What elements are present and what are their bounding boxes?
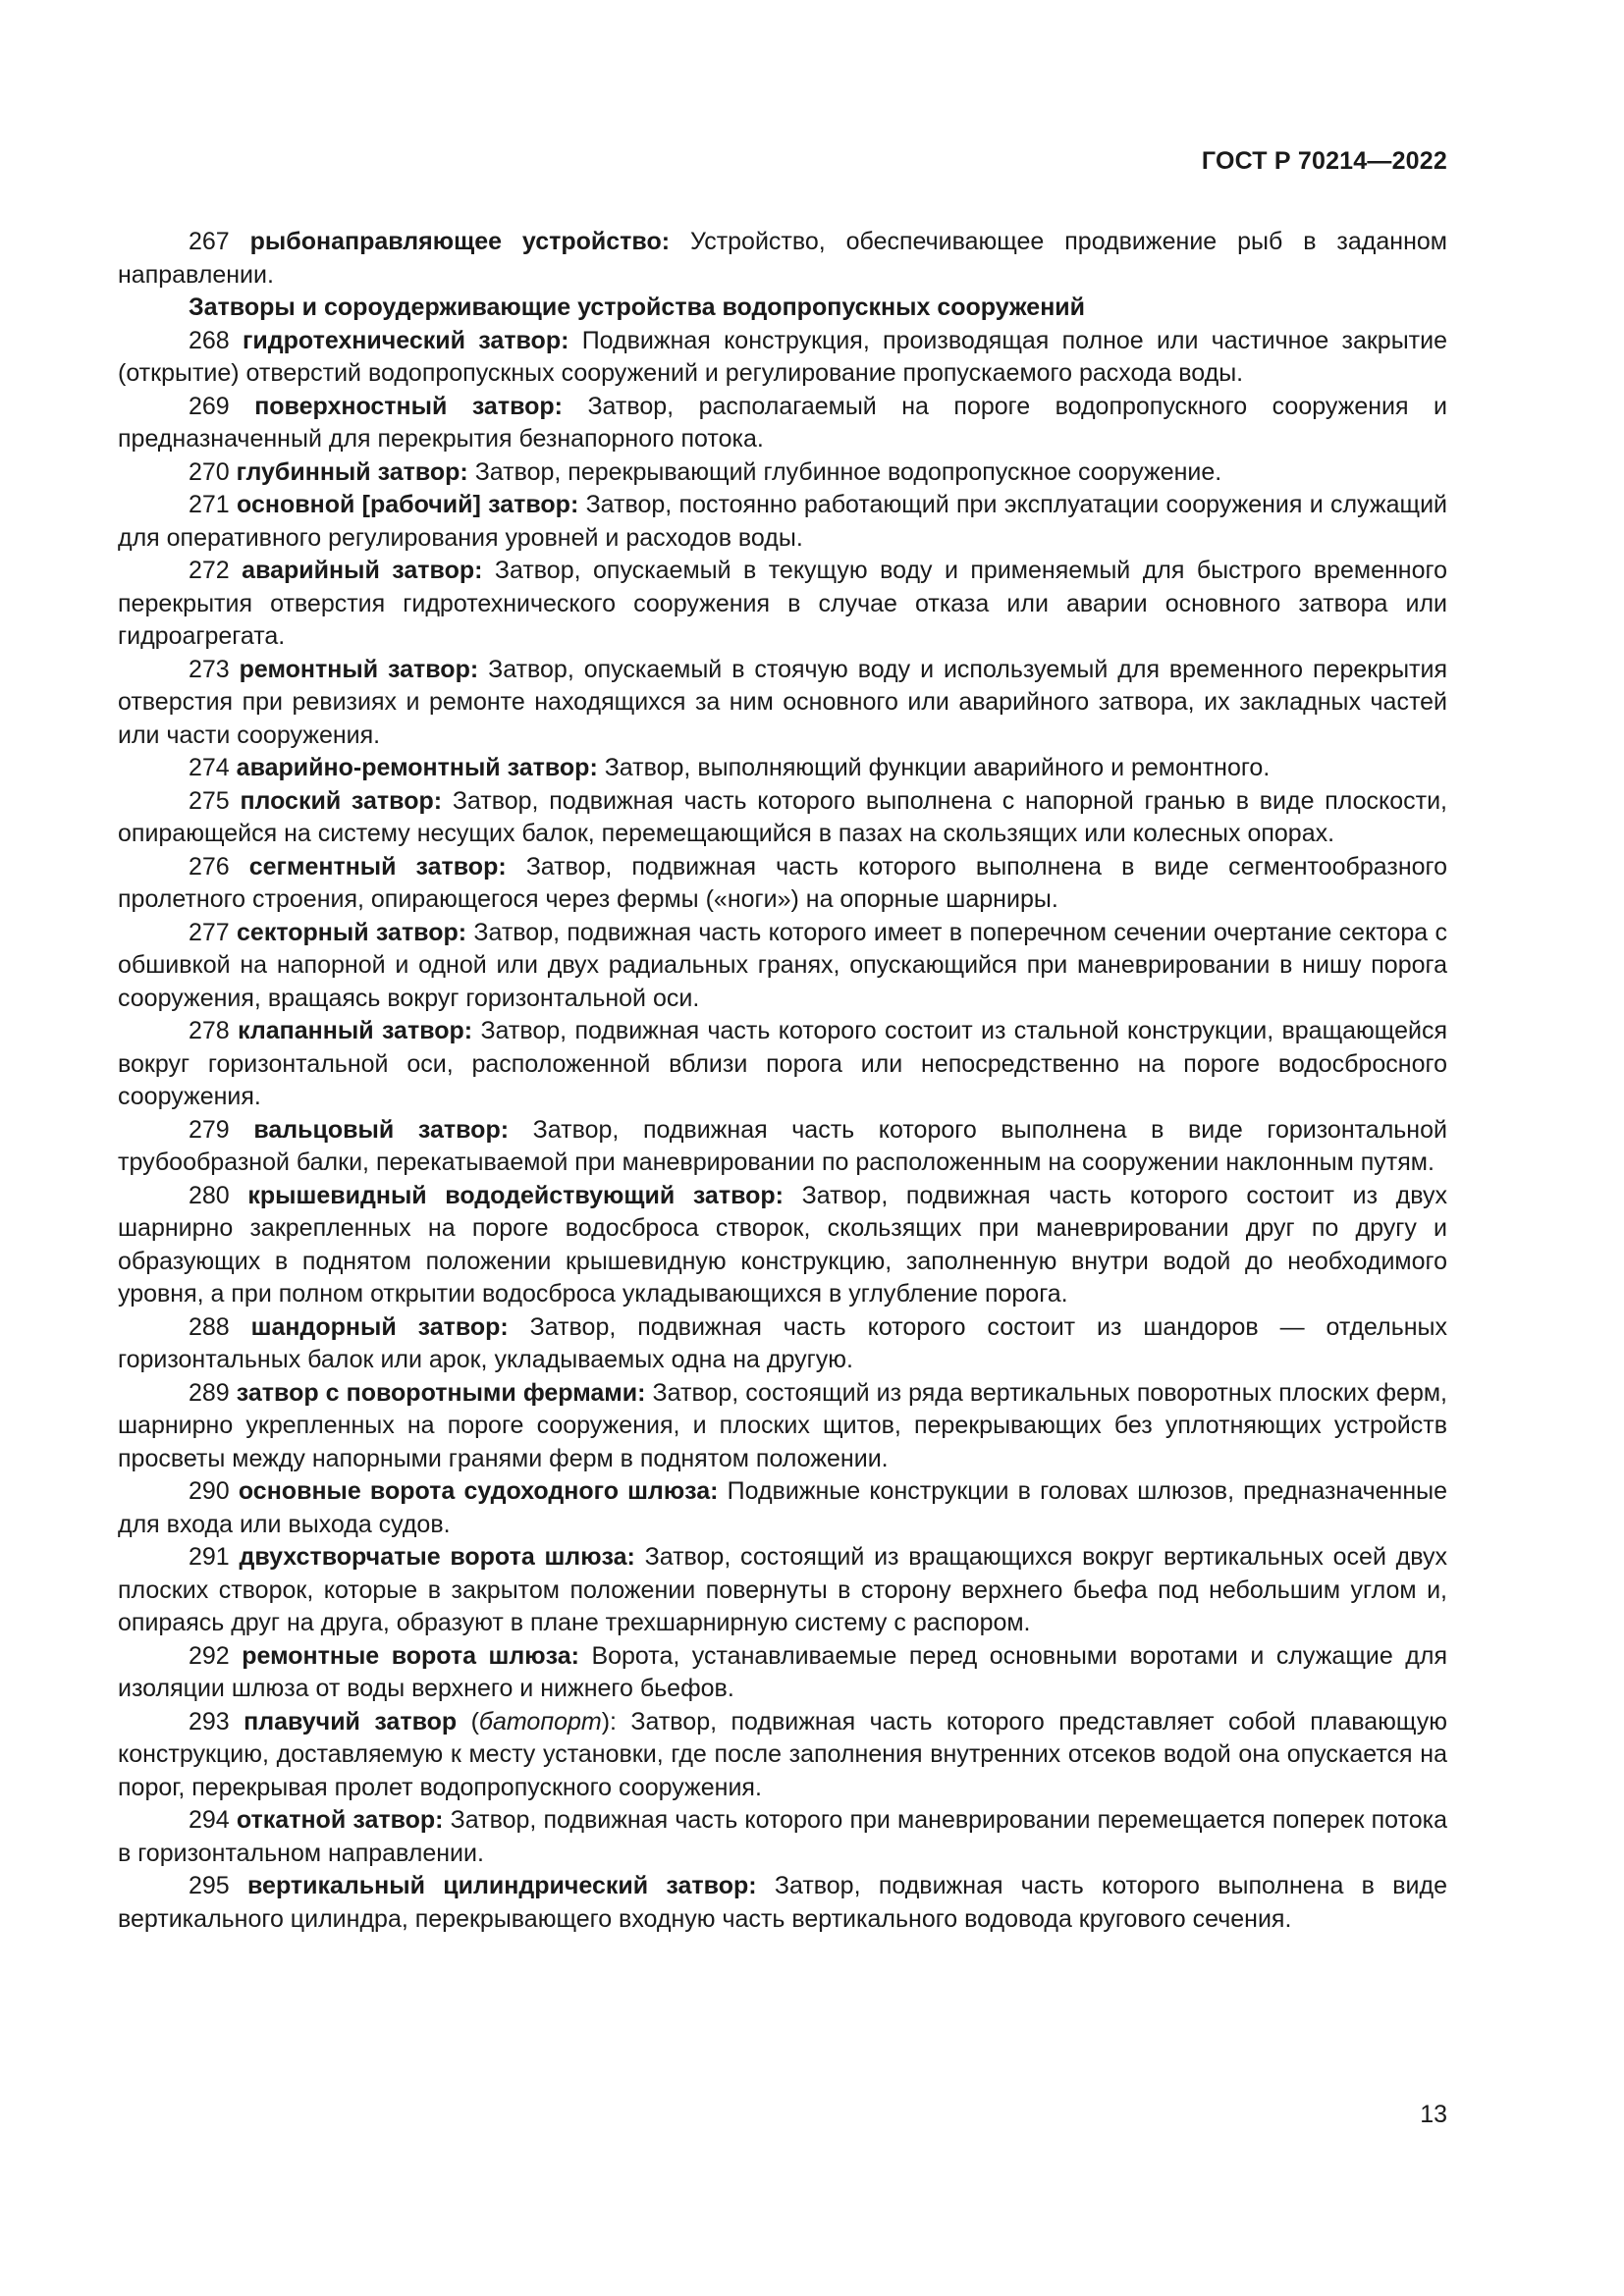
term-name: сегментный затвор: <box>248 852 507 881</box>
term-definition: Подвижные конструкции в головах шлюзов, предназначенные для входа или выхода судов. <box>118 1477 1447 1538</box>
term-entry <box>118 391 1447 456</box>
entry-number: 270 <box>189 457 230 486</box>
entry-number: 288 <box>189 1312 230 1341</box>
term-definition: Затвор, подвижная часть которого имеет в поперечном сечении очертание сектора с обшивкой на напорной и одной или двух радиальных гранях, опускающийся при маневрировании в нишу порога сооружения, вращаясь вокруг горизонтальной оси. <box>118 918 1447 1012</box>
term-definition: Затвор, подвижная часть которого выполнена в виде сегментообразного пролетного строения, опирающегося через фермы («ноги») на опорные шарниры. <box>118 852 1447 913</box>
term-name: плоский затвор: <box>240 786 443 815</box>
term-name: двухстворчатые ворота шлюза: <box>239 1543 635 1571</box>
term-name: поверхностный затвор: <box>254 392 563 420</box>
term-definition: Затвор, опускаемый в текущую воду и применяемый для быстрого временного перекрытия отверстия гидротехнического сооружения в случае отказа или аварии основного затвора или гидроагрегата. <box>118 557 1447 650</box>
term-definition: Затвор, подвижная часть которого выполнена в виде вертикального цилиндра, перекрывающего входную часть вертикального водовода кругового сечения. <box>118 1872 1447 1933</box>
entry-number: 290 <box>189 1477 230 1505</box>
entry-number: 292 <box>189 1641 230 1670</box>
term-entry <box>118 917 1447 1016</box>
term-definition: Затвор, состоящий из вращающихся вокруг вертикальных осей двух плоских створок, которые в закрытом положении повернуты в сторону верхнего бьефа под небольшим углом и, опираясь друг на друга, образуют в плане трехшарнирную систему с распором. <box>118 1543 1447 1636</box>
term-definition: Затвор, постоянно работающий при эксплуатации сооружения и служащий для оперативного регулирования уровней и расходов воды. <box>118 491 1447 552</box>
term-entry <box>118 325 1447 391</box>
term-definition: Затвор, подвижная часть которого при маневрировании перемещается поперек потока в горизонтальном направлении. <box>118 1806 1447 1867</box>
term-name: откатной затвор: <box>236 1806 444 1834</box>
term-name: ремонтные ворота шлюза: <box>242 1641 579 1670</box>
term-definition: Затвор, располагаемый на пороге водопропускного сооружения и предназначенный для перекрытия безнапорного потока. <box>118 392 1447 453</box>
entry-number: 280 <box>189 1181 230 1209</box>
term-definition: Устройство, обеспечивающее продвижение рыб в заданном направлении. <box>118 228 1447 289</box>
entry-number: 267 <box>189 228 230 255</box>
term-entry <box>118 226 1447 292</box>
term-paren-close: ): <box>601 1707 617 1735</box>
entry-number: 277 <box>189 918 230 946</box>
term-entry <box>118 752 1447 785</box>
term-name: аварийный затвор: <box>242 557 483 584</box>
entry-number: 271 <box>189 491 230 518</box>
term-name: рыбонаправляющее устройство: <box>249 228 671 255</box>
term-entry <box>118 1804 1447 1870</box>
term-name: секторный затвор: <box>237 918 467 946</box>
entry-number: 273 <box>189 655 230 683</box>
term-name: основные ворота судоходного шлюза: <box>238 1477 719 1505</box>
document-body <box>118 226 1447 1936</box>
term-entry <box>118 555 1447 654</box>
term-definition: Затвор, подвижная часть которого состоит из шандоров — отдельных горизонтальных балок или арок, укладываемых одна на другую. <box>118 1312 1447 1373</box>
entry-number: 279 <box>189 1115 230 1144</box>
term-entry <box>118 1706 1447 1805</box>
term-entry <box>118 851 1447 917</box>
term-definition: Подвижная конструкция, производящая полное или частичное закрытие (открытие) отверстий водопропускных сооружений и регулирование пропускаемого расхода воды. <box>118 326 1447 387</box>
term-definition: Затвор, подвижная часть которого выполнена в виде горизонтальной трубообразной балки, перекатываемой при маневрировании по расположенным на сооружении наклонным путям. <box>118 1115 1447 1176</box>
term-name: шандорный затвор: <box>250 1312 509 1341</box>
term-definition: Затвор, перекрывающий глубинное водопропускное сооружение. <box>467 457 1222 486</box>
term-entry <box>118 1475 1447 1541</box>
term-entry <box>118 654 1447 753</box>
term-entry <box>118 1870 1447 1936</box>
term-definition: Затвор, подвижная часть которого представляет собой плавающую конструкцию, доставляемую к месту установки, где после заполнения внутренних отсеков водой она опускается на порог, перекрывая пролет водопропускного сооружения. <box>118 1707 1448 1801</box>
term-entry <box>118 1640 1447 1706</box>
entry-number: 276 <box>189 852 230 881</box>
entry-number: 268 <box>189 326 230 354</box>
term-entry <box>118 1377 1447 1476</box>
term-entry <box>118 785 1447 851</box>
entry-number: 275 <box>189 786 230 815</box>
term-entry <box>118 1180 1447 1311</box>
term-name: плавучий затвор <box>244 1707 458 1735</box>
entry-number: 291 <box>189 1543 230 1571</box>
term-name: глубинный затвор: <box>236 457 468 486</box>
term-name: вальцовый затвор: <box>253 1115 510 1144</box>
entry-number: 278 <box>189 1017 230 1044</box>
term-entry <box>118 1311 1447 1377</box>
term-definition: Затвор, подвижная часть которого состоит из стальной конструкции, вращающейся вокруг горизонтальной оси, расположенной вблизи порога или непосредственно на пороге водосбросного сооружения. <box>118 1017 1447 1110</box>
document-header: ГОСТ Р 70214—2022 <box>1201 147 1447 175</box>
term-name: клапанный затвор: <box>238 1017 473 1044</box>
term-synonym: батопорт <box>478 1707 602 1735</box>
entry-number: 289 <box>189 1378 230 1407</box>
entry-number: 295 <box>189 1872 230 1899</box>
term-name: крышевидный вододействующий затвор: <box>247 1181 784 1209</box>
term-definition: Ворота, устанавливаемые перед основными воротами и служащие для изоляции шлюза от воды верхнего и нижнего бьефов. <box>118 1641 1447 1702</box>
term-entry <box>118 1541 1447 1640</box>
entry-number: 294 <box>189 1806 230 1834</box>
term-name: затвор с поворотными фермами: <box>236 1378 646 1407</box>
section-heading: Затворы и сороудерживающие устройства водопропускных сооружений <box>189 294 1086 321</box>
term-name: ремонтный затвор: <box>239 655 479 683</box>
term-paren-open: ( <box>457 1707 479 1735</box>
term-entry <box>118 1015 1447 1114</box>
term-entry <box>118 456 1447 490</box>
entry-number: 269 <box>189 392 230 420</box>
entry-number: 274 <box>189 754 230 781</box>
term-name: вертикальный цилиндрический затвор: <box>247 1872 757 1899</box>
entry-number: 293 <box>189 1707 230 1735</box>
term-name: основной [рабочий] затвор: <box>237 491 579 518</box>
term-definition: Затвор, выполняющий функции аварийного и ремонтного. <box>597 754 1271 781</box>
entry-number: 272 <box>189 557 230 584</box>
term-name: гидротехнический затвор: <box>243 326 569 354</box>
term-name: аварийно-ремонтный затвор: <box>236 754 598 781</box>
term-definition: Затвор, состоящий из ряда вертикальных поворотных плоских ферм, шарнирно укрепленных на пороге сооружения, и плоских щитов, перекрывающих без уплотняющих устройств просветы между напорными гранями ферм в поднятом положении. <box>118 1378 1447 1472</box>
term-definition: Затвор, подвижная часть которого состоит из двух шарнирно закрепленных на пороге водосброса створок, скользящих при маневрировании друг по другу и образующих в поднятом положении крышевидную конструкцию, заполненную внутри водой до необходимого уровня, а при полном открытии водосброса укладывающихся в углубление порога. <box>118 1181 1447 1308</box>
term-definition: Затвор, подвижная часть которого выполнена с напорной гранью в виде плоскости, опирающейся на систему несущих балок, перемещающийся в пазах на скользящих или колесных опорах. <box>118 786 1448 847</box>
page-number: 13 <box>1420 2101 1447 2128</box>
term-entry <box>118 489 1447 555</box>
term-entry <box>118 1114 1447 1180</box>
term-definition: Затвор, опускаемый в стоячую воду и используемый для временного перекрытия отверстия при ревизиях и ремонте находящихся за ним основного или аварийного затвора, их закладных частей или части сооружения. <box>118 655 1448 749</box>
